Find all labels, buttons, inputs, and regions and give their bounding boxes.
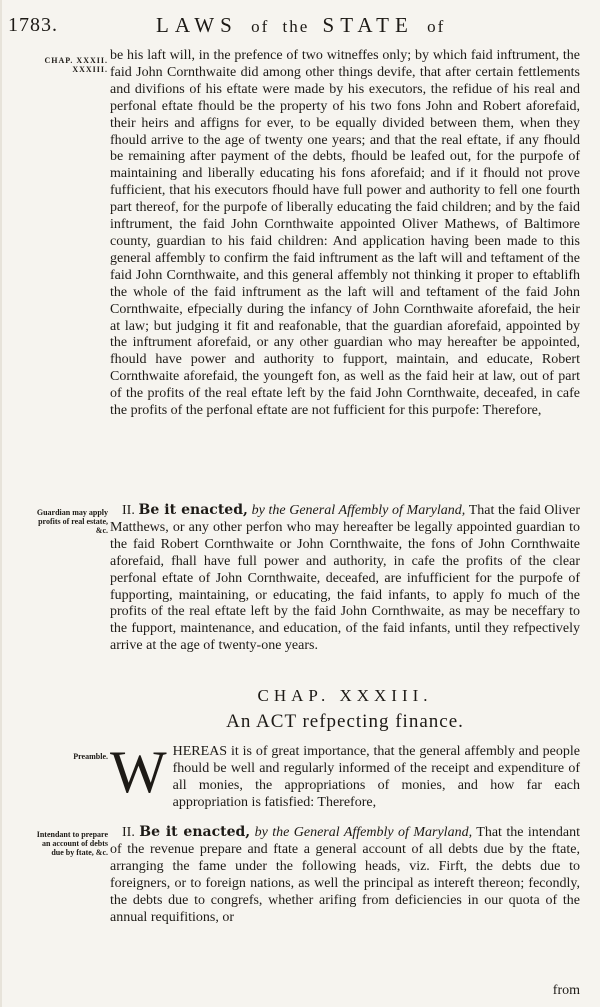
section-2-by: by the General Affembly of Maryland,: [251, 503, 466, 518]
section-3-text: That the intendant of the revenue prepare and ftate a general account of all debts due by the ftate, arranging the fame under the following heads, viz. Firft, the debts due to foreigners, or to foreign nations, as well the principal as intereft thereon; fecondly, the debts due to congrefs, whether arifing from deficiencies in our quota of the annual requifitions, or: [110, 825, 580, 925]
preamble: [110, 739, 580, 812]
section-3-by: by the General Affembly of Maryland,: [254, 825, 473, 840]
preamble-text: HEREAS it is of great importance, that the general affembly and people fhould be well and regularly informed of the receipt and expenditure of all monies, the appropriations of monies, and how far each appropriation is fatisfied: Therefore,: [172, 744, 580, 810]
page-year: 1783.: [8, 14, 58, 36]
margin-preamble: Preamble.: [73, 752, 108, 761]
section-2-enact: Be it enacted,: [138, 502, 248, 518]
section-3-paragraph: [110, 824, 580, 926]
section-3-num: II.: [122, 825, 135, 840]
title-state: STATE: [322, 13, 414, 37]
section-2: [110, 502, 580, 655]
margin-intendant: Intendant to prepare an account of debts due by ftate, &c.: [36, 830, 108, 857]
title-of: of: [251, 17, 270, 36]
margin-guardian: Guardian may apply profits of real estate, &c.: [36, 508, 108, 535]
margin-chap-label: CHAP. XXXII. XXXIII.: [44, 56, 108, 74]
catchword: from: [552, 983, 580, 998]
section-3: [110, 824, 580, 926]
running-title: [156, 13, 445, 38]
section-1: [110, 48, 580, 420]
section-1-text: be his laft will, in the prefence of two witneffes only; by which faid inftrument, the faid John Cornthwaite did among other things devife, that after certain fettlements and divifions of his eftate were made by his executors, the refidue of his real and perfonal eftate fhould be the property of his two fons John and Robert aforefaid, their heirs and affigns for ever, to be equally divided between them, when they fhould arrive to the age of twenty one years; and that the real eftate, if any fhould be remaining after payment of the debts, fhould be leafed out, for the purpofe of maintaining and liberally educating his fons aforefaid; and if it fhould not prove fufficient, that his executors fhould have full power and authority to fell one fourth part thereof, for the purpofe of liberally educating the faid children; and by the faid inftrument, the faid John Cornthwaite appointed Oliver Mathews, of Baltimore county, guardian to his faid children: And application having been made to this general affembly to confirm the faid inftrument as the laft will and teftament of the faid John Cornthwaite, and this general affembly not thinking it proper to eftablifh the whole of the faid inftrument as the laft will and teftament of the faid John Cornthwaite, efpecially during the infancy of John Cornthwaite aforefaid, the heir at law; but judging it fit and reafonable, that the guardian aforefaid, appointed by the inftrument aforefaid, or any other guardian who may hereafter be appointed, fhould have power and authority to fupport, maintain, and educate, Robert Cornthwaite aforefaid, the youngeft fon, as well as the faid heir at law, out of part of the profits of the real eftate left by the faid John Cornthwaite, deceafed, in cafe the profits of the perfonal eftate are not fufficient for this purpofe: Therefore,: [110, 48, 580, 419]
act-title: An ACT refpecting finance.: [226, 711, 464, 732]
title-of-end: of: [427, 17, 446, 36]
section-2-paragraph: [110, 502, 580, 655]
section-3-enact: Be it enacted,: [139, 824, 251, 840]
title-laws: LAWS: [156, 13, 238, 37]
section-2-text: That the faid Oliver Matthews, or any other perfon who may hereafter be legally appointed guardian to the faid Robert Cornthwaite or John Cornthwaite, the fons of John Cornthwaite aforefaid, fhall have full power and authority, in cafe the profits of the clear perfonal eftate of John Cornthwaite, deceafed, are infufficient for the purpofe of fupporting, maintaining, or educating, the faid infants, to apply fo much of the profits of the real eftate left by the faid John Cornthwaite, as may be neceffary to the fupport, maintenance, and education, of the faid infants, until they refpectively arrive at the age of twenty-one years.: [110, 503, 581, 654]
section-2-num: II.: [122, 503, 135, 518]
chapter-heading: CHAP. XXXIII.: [257, 686, 433, 705]
page-edge: [0, 0, 2, 1007]
title-the: the: [282, 17, 310, 36]
running-header: [8, 6, 594, 36]
drop-cap: W: [110, 739, 167, 805]
